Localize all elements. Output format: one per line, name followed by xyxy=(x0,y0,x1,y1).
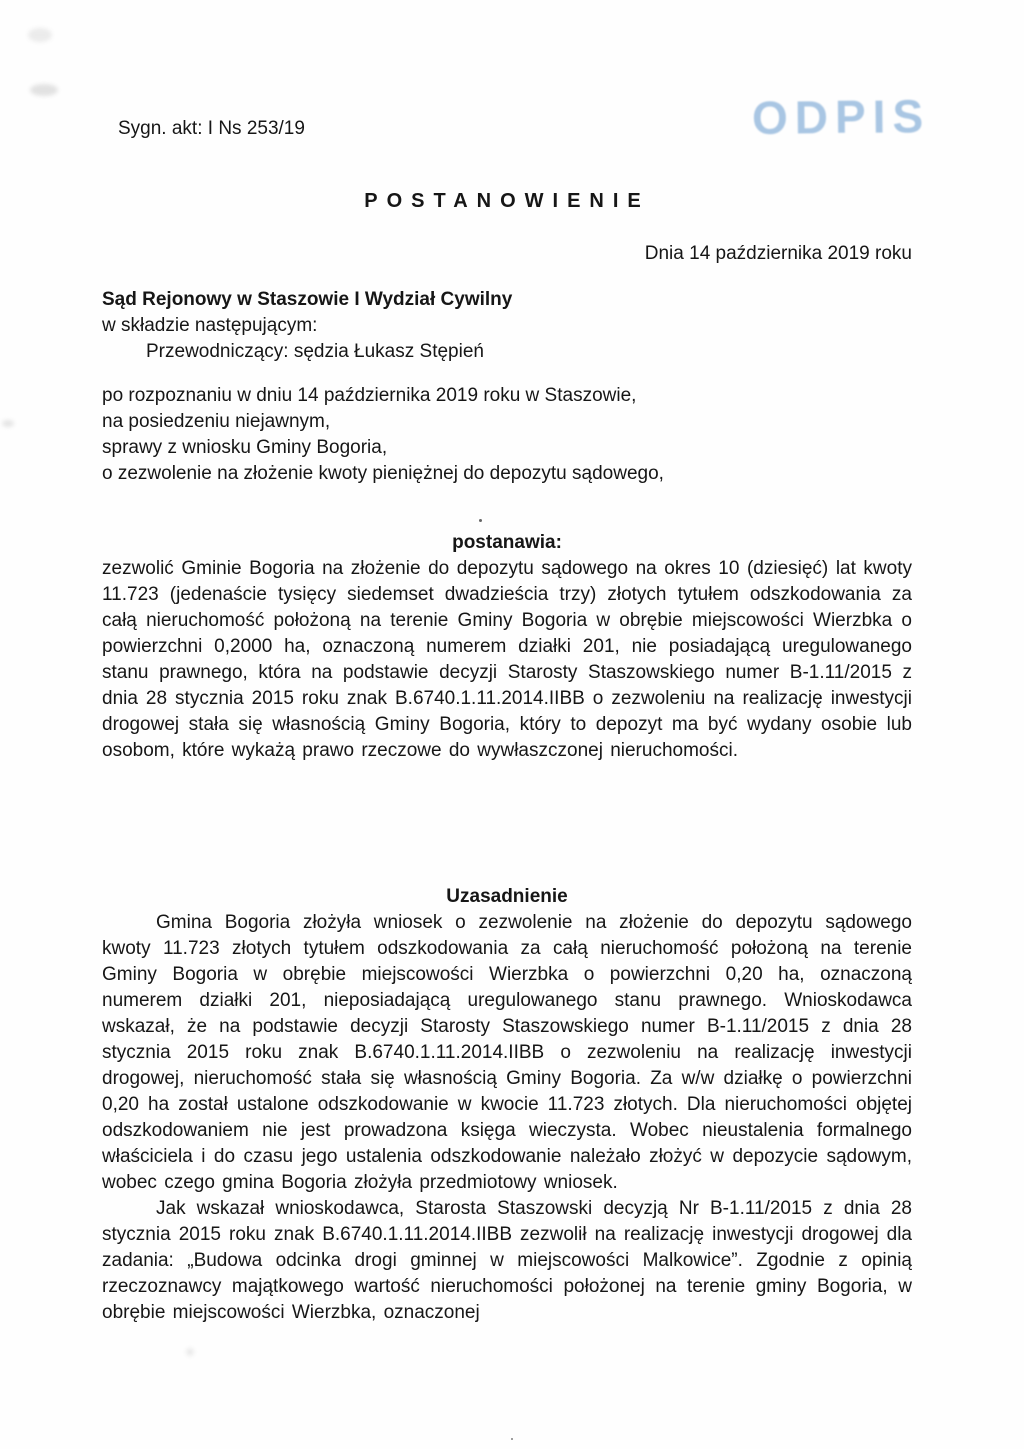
recitals-block xyxy=(102,383,912,487)
scan-artifact xyxy=(511,1438,513,1440)
recital-line: sprawy z wniosku Gminy Bogoria, xyxy=(102,437,388,458)
scan-artifact xyxy=(30,84,58,96)
odpis-copy-stamp: ODPIS xyxy=(751,90,931,144)
operative-text: zezwolić Gminie Bogoria na złożenie do depozytu sądowego na okres 10 (dziesięć) lat kwoty 11.723 (jedenaście tysięcy siedemset dwadzieścia trzy) złotych tytułem odszkodowania za całą nieruchomość położoną na terenie Gminy Bogoria w obrębie miejscowości Wierzbka o powierzchni 0,2000 ha, oznaczoną numerem działki 201, nie posiadającą uregulowanego stanu prawnego, która na podstawie decyzji Starosty Staszowskiego numer B-1.11/2015 z dnia 28 stycznia 2015 roku znak B.6740.1.11.2014.IIBB o zezwoleniu na realizację inwestycji drogowej stała się własnością Gminy Bogoria, który to depozyt ma być wydany osobie lub osobom, które wykażą prawo rzeczowe do wywłaszczonej nieruchomości. xyxy=(102,558,912,761)
case-number: Sygn. akt: I Ns 253/19 xyxy=(118,118,305,139)
decision-date: Dnia 14 października 2019 roku xyxy=(644,243,912,264)
recital-line: na posiedzeniu niejawnym, xyxy=(102,411,331,432)
presiding-judge: Przewodniczący: sędzia Łukasz Stępień xyxy=(146,341,484,362)
operative-heading: postanawia: xyxy=(452,532,562,553)
scan-artifact xyxy=(28,28,52,42)
court-composition-block xyxy=(102,287,912,365)
justification-paragraph: Jak wskazał wnioskodawca, Starosta Staszowski decyzją Nr B-1.11/2015 z dnia 28 stycznia 2015 roku znak B.6740.1.11.2014.IIBB zezwolił na realizację inwestycji drogowej dla zadania: „Budowa odcinka drogi gminnej w miejscowości Malkowice”. Zgodnie z opinią rzeczoznawcy majątkowego wartość nieruchomości położonej na terenie gminy Bogoria, w obrębie miejscowości Wierzbka, oznaczonej xyxy=(102,1198,912,1323)
recital-line: o zezwolenie na złożenie kwoty pieniężnej do depozytu sądowego, xyxy=(102,463,664,484)
scan-artifact xyxy=(2,420,14,427)
document-title: POSTANOWIENIE xyxy=(364,190,650,212)
scan-artifact xyxy=(479,519,482,522)
justification-paragraph: Gmina Bogoria złożyła wniosek o zezwolenie na złożenie do depozytu sądowego kwoty 11.723 złotych tytułem odszkodowania za całą nieruchomość położoną na terenie Gminy Bogoria w obrębie miejscowości Wierzbka o powierzchni 0,20 ha, oznaczoną numerem działki 201, nieposiadającą uregulowanego stanu prawnego. Wnioskodawca wskazał, że na podstawie decyzji Starosty Staszowskiego numer B-1.11/2015 z dnia 28 stycznia 2015 roku znak B.6740.1.11.2014.IIBB o zezwoleniu na realizację inwestycji drogowej, nieruchomość stała się własnością Gminy Bogoria. Za w/w działkę o powierzchni 0,20 ha został ustalone odszkodowanie w kwocie 11.723 złotych. Dla nieruchomości objętej odszkodowaniem nie jest prowadzona księga wieczysta. Wobec nieustalenia formalnego właściciela i do czasu jego ustalenia odszkodowanie należało złożyć w depozycie sądowym, wobec czego gmina Bogoria złożyła przedmiotowy wniosek. xyxy=(102,912,912,1193)
justification-heading: Uzasadnienie xyxy=(446,886,568,907)
recital-line: po rozpoznaniu w dniu 14 października 2019 roku w Staszowie, xyxy=(102,385,637,406)
scan-artifact xyxy=(186,1348,194,1356)
court-name: Sąd Rejonowy w Staszowie I Wydział Cywilny xyxy=(102,289,513,310)
composition-intro: w składzie następującym: xyxy=(102,315,318,336)
